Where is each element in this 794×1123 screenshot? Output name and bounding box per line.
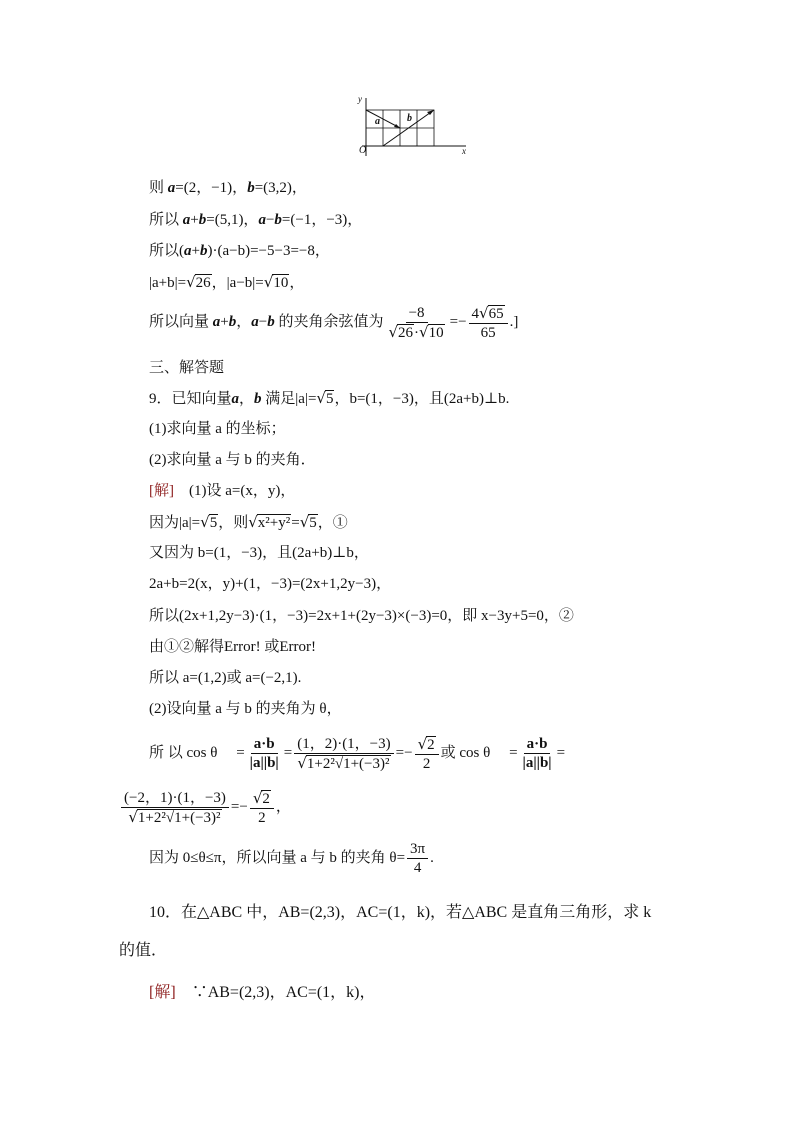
q9-solution-6: 由①②解得Error! 或Error!: [149, 639, 317, 655]
fraction-cos: $\frac{-8}{√26\cdot√10}$: [388, 304, 444, 341]
solution-line-4: |a+b|=√26，|a−b|=√10，: [149, 273, 305, 291]
figure-axis-y: y: [358, 94, 362, 104]
q9-stem: 9．已知向量a，b 满足|a|=√5，b=(1，−3)，且(2a+b)⊥b.: [149, 389, 510, 407]
section-title: 三、解答题: [149, 358, 225, 376]
solution-line-5: 所以向量 a+b，a−b 的夹角余弦值为 $\frac{-8}{√26\cdot√10}$ =− $\frac{4√65}{65}$ .]: [149, 303, 519, 341]
q9-solution-8: (2)设向量 a 与 b 的夹角为 θ，: [149, 701, 342, 717]
solution-line-1: 则 a=(2，−1)，b=(3,2)，: [149, 180, 307, 196]
q10-solution-1: [解] ∵AB=(2,3)，AC=(1，k)，: [149, 984, 376, 1001]
q9-part-1: (1)求向量 a 的坐标；: [149, 421, 286, 437]
vector-grid-figure: [354, 94, 472, 164]
q9-solution-5: 所以(2x+1,2y−3)·(1，−3)=2x+1+(2y−3)×(−3)=0，即 x−3y+5=0，②: [149, 608, 574, 624]
q9-part-2: (2)求向量 a 与 b 的夹角．: [149, 452, 316, 468]
q10-stem-1: 10．在△ABC 中，AB=(2,3)，AC=(1，k)，若△ABC 是直角三角形，求 k: [149, 904, 652, 921]
fraction-result: $\frac{4√65}{65}$: [469, 304, 508, 342]
figure-origin: O: [359, 145, 367, 156]
figure-label-b: b: [407, 113, 412, 124]
figure-label-a: a: [375, 116, 380, 127]
q10-stem-2: 的值．: [119, 942, 168, 959]
solution-tag: [解]: [149, 483, 174, 499]
q9-solution-7: 所以 a=(1,2)或 a=(−2,1).: [149, 670, 302, 686]
q9-solution-2: 因为|a|=√5，则√x²+y²=√5，①: [149, 513, 348, 531]
solution-tag: [解]: [149, 984, 176, 1001]
figure-axis-x: x: [462, 146, 466, 156]
q9-solution-4: 2a+b=2(x，y)+(1，−3)=(2x+1,2y−3)，: [149, 576, 392, 592]
q9-solution-11: 因为 0≤θ≤π，所以向量 a 与 b 的夹角 θ= $\frac{3\pi}{4}$ .: [149, 841, 434, 877]
q9-solution-9: 所 以 cos θ = $\frac{a\cdot b}{|a||b|}$ = $\frac{(1,2)\cdot(1,-3)}{\text{√1+2²√1+(−3)²}}$ =− $\frac{√2}{2}$ 或 cos θ = $\frac{a\cdot b}{|a||b|}$ =: [149, 734, 566, 772]
solution-line-3: 所以(a+b)·(a−b)=−5−3=−8，: [149, 243, 330, 259]
solution-line-2: 所以 a+b=(5,1)，a−b=(−1，−3)，: [149, 212, 363, 228]
q9-solution-10: $\frac{(-2,1)\cdot(1,-3)}{\text{√1+2²√1+(−3)²}}$ =− $\frac{√2}{2}$ ，: [119, 785, 291, 829]
q9-solution-1: [解] (1)设 a=(x，y)，: [149, 483, 296, 499]
q9-solution-3: 又因为 b=(1，−3)，且(2a+b)⊥b，: [149, 545, 369, 561]
